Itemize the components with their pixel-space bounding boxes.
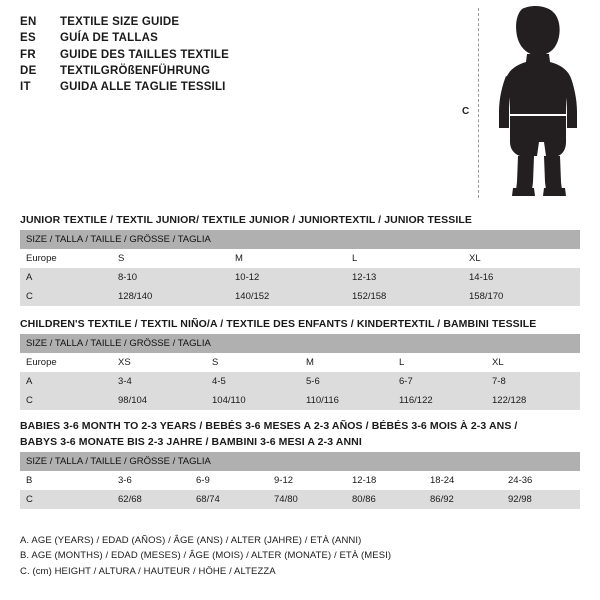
cell: 104/110 — [206, 391, 300, 410]
language-title: TEXTILGRÖßENFÜHRUNG — [60, 64, 211, 77]
cell: 12-13 — [346, 268, 463, 287]
language-row — [20, 63, 440, 79]
cell: 10-12 — [229, 268, 346, 287]
cell: 4-5 — [206, 372, 300, 391]
cell: L — [346, 249, 463, 268]
cell: 6-7 — [393, 372, 486, 391]
cell: 152/158 — [346, 287, 463, 306]
cell: 7-8 — [486, 372, 580, 391]
cell: 116/122 — [393, 391, 486, 410]
cell: 92/98 — [502, 490, 580, 509]
cell: M — [300, 353, 393, 372]
cell: 12-18 — [346, 471, 424, 490]
height-guide-line — [478, 8, 479, 198]
table-row — [20, 471, 580, 490]
cell: 110/116 — [300, 391, 393, 410]
table-header-label: SIZE / TALLA / TAILLE / GRÖSSE / TAGLIA — [20, 230, 580, 249]
table-row — [20, 287, 580, 306]
section-title-second-line: BABYS 3-6 MONATE BIS 2-3 JAHRE / BAMBINI 3-6 MESI A 2-3 ANNI — [20, 436, 362, 448]
language-code: DE — [20, 64, 37, 77]
row-label: Europe — [20, 353, 112, 372]
row-label: A — [20, 268, 112, 287]
language-row — [20, 47, 440, 63]
table-header-label: SIZE / TALLA / TAILLE / GRÖSSE / TAGLIA — [20, 452, 580, 471]
cell: S — [112, 249, 229, 268]
section-title: CHILDREN'S TEXTILE / TEXTIL NIÑO/A / TEXTILE DES ENFANTS / KINDERTEXTIL / BAMBINI TESSILE — [20, 318, 537, 330]
language-title: GUIDA ALLE TAGLIE TESSILI — [60, 81, 226, 94]
section-childrens-textile — [20, 318, 580, 410]
legend-item-age-months: B. AGE (MONTHS) / EDAD (MESES) / ÂGE (MOIS) / ALTER (MONATE) / ETÀ (MESI) — [20, 550, 392, 562]
language-code: FR — [20, 48, 36, 61]
measurement-figure — [440, 0, 600, 205]
cell: 98/104 — [112, 391, 206, 410]
row-label: A — [20, 372, 112, 391]
table-row — [20, 490, 580, 509]
cell: 68/74 — [190, 490, 268, 509]
language-title: GUÍA DE TALLAS — [60, 32, 158, 45]
table-row — [20, 353, 580, 372]
language-code: ES — [20, 32, 36, 45]
section-babies-textile — [20, 420, 580, 509]
legend-item-age-years: A. AGE (YEARS) / EDAD (AÑOS) / ÂGE (ANS) / ALTER (JAHRE) / ETÀ (ANNI) — [20, 535, 362, 546]
language-title: TEXTILE SIZE GUIDE — [60, 16, 180, 28]
language-title: GUIDE DES TAILLES TEXTILE — [60, 48, 229, 61]
language-row — [20, 14, 440, 30]
section-title: BABIES 3-6 MONTH TO 2-3 YEARS / BEBÉS 3-6 MESES A 2-3 AÑOS / BÉBÉS 3-6 MOIS À 2-3 ANS / — [20, 420, 518, 432]
toddler-silhouette-icon — [486, 6, 594, 203]
table-header-row — [20, 230, 580, 249]
table-header-label: SIZE / TALLA / TAILLE / GRÖSSE / TAGLIA — [20, 334, 580, 353]
cell: 14-16 — [463, 268, 580, 287]
cell: 128/140 — [112, 287, 229, 306]
cell: XL — [463, 249, 580, 268]
row-label: C — [20, 391, 112, 410]
language-code: EN — [20, 16, 37, 28]
row-label: C — [20, 490, 112, 509]
cell: M — [229, 249, 346, 268]
cell: 62/68 — [112, 490, 190, 509]
size-table-babies — [20, 452, 580, 509]
cell: 140/152 — [229, 287, 346, 306]
legend-item-height: C. (cm) HEIGHT / ALTURA / HAUTEUR / HÖHE / ALTEZZA — [20, 565, 276, 577]
size-table-junior — [20, 230, 580, 306]
cell: S — [206, 353, 300, 372]
language-row — [20, 30, 440, 46]
cell: XL — [486, 353, 580, 372]
cell: 3-6 — [112, 471, 190, 490]
cell: 158/170 — [463, 287, 580, 306]
table-row — [20, 268, 580, 287]
table-row — [20, 391, 580, 410]
row-label: Europe — [20, 249, 112, 268]
cell: 74/80 — [268, 490, 346, 509]
cell: 122/128 — [486, 391, 580, 410]
cell: 6-9 — [190, 471, 268, 490]
row-label: B — [20, 471, 112, 490]
language-title-block — [20, 14, 440, 96]
size-table-childrens — [20, 334, 580, 410]
table-header-row — [20, 334, 580, 353]
row-label: C — [20, 287, 112, 306]
table-row — [20, 372, 580, 391]
cell: 3-4 — [112, 372, 206, 391]
cell: 9-12 — [268, 471, 346, 490]
cell: 80/86 — [346, 490, 424, 509]
cell: 18-24 — [424, 471, 502, 490]
legend-block — [20, 533, 580, 579]
language-row — [20, 79, 440, 95]
section-title: JUNIOR TEXTILE / TEXTIL JUNIOR/ TEXTILE JUNIOR / JUNIORTEXTIL / JUNIOR TESSILE — [20, 214, 472, 226]
table-row — [20, 249, 580, 268]
cell: 86/92 — [424, 490, 502, 509]
cell: 5-6 — [300, 372, 393, 391]
section-junior-textile — [20, 214, 580, 306]
cell: 8-10 — [112, 268, 229, 287]
cell: 24-36 — [502, 471, 580, 490]
table-header-row — [20, 452, 580, 471]
cell: XS — [112, 353, 206, 372]
language-code: IT — [20, 81, 31, 94]
height-measure-label: C — [462, 106, 470, 117]
cell: L — [393, 353, 486, 372]
